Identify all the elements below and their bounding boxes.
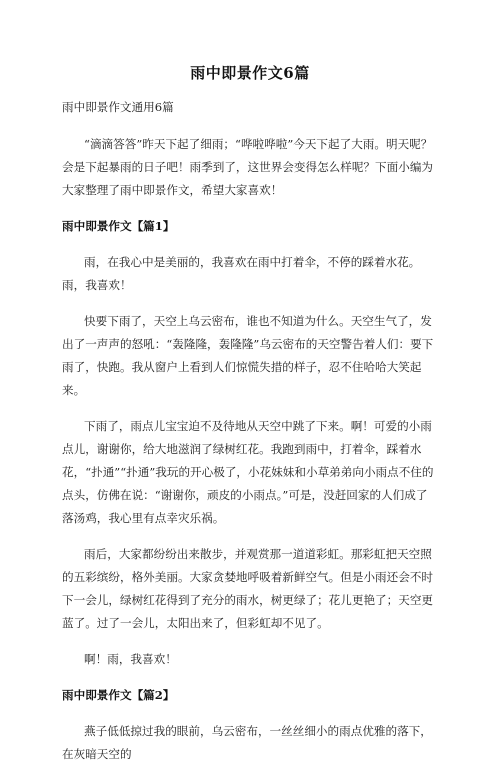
paragraph-5: 啊！雨，我喜欢！	[84, 652, 177, 666]
paragraph-6: 燕子低低掠过我的眼前，乌云密布，一丝丝细小的雨点优雅的落下，在灰暗天空的	[62, 724, 432, 761]
paragraph-4: 雨后，大家都纷纷出来散步，并观赏那一道道彩虹。那彩虹把天空照的五彩缤纷，格外美丽。大家贪婪地呼吸着新鲜空气。但是小雨还会不时下一会儿，绿树红花得到了充分的雨水，树更绿了；花儿更艳了；天空更蓝了。过了一会儿，太阳出来了，但彩虹却不见了。	[62, 547, 434, 630]
section-heading-1: 雨中即景作文【篇1】	[62, 219, 175, 233]
intro-paragraph: “滴滴答答”昨天下起了细雨；“哗啦哗啦”今天下起了大雨。明天呢？会是下起暴雨的日子吧！雨季到了，这世界会变得怎么样呢？下面小编为大家整理了雨中即景作文，希望大家喜欢！	[62, 137, 434, 197]
document-title: 雨中即景作文6篇	[190, 64, 310, 82]
section-heading-2: 雨中即景作文【篇2】	[62, 688, 175, 702]
paragraph-2: 快要下雨了，天空上乌云密布，谁也不知道为什么。天空生气了，发出了一声声的怒吼：“轰隆隆，轰隆隆”乌云密布的天空警告着人们：要下雨了，快跑。我从窗户上看到人们惊慌失措的样子，忍不住哈哈大笑起来。	[62, 314, 434, 397]
document-body	[62, 96, 438, 766]
paragraph-3: 下雨了，雨点儿宝宝迫不及待地从天空中跳了下来。啊！可爱的小雨点儿，谢谢你，给大地滋润了绿树红花。我跑到雨中，打着伞，踩着水花，“扑通”“扑通”我玩的开心极了，小花妹妹和小草弟弟向小雨点不住的点头，仿佛在说：“谢谢你，顽皮的小雨点。”可是，没赶回家的人们成了落汤鸡，我心里有点幸灾乐祸。	[62, 419, 434, 525]
paragraph-1: 雨，在我心中是美丽的，我喜欢在雨中打着伞，不停的踩着水花。雨，我喜欢！	[62, 255, 421, 292]
document-subtitle: 雨中即景作文通用6篇	[62, 100, 174, 114]
